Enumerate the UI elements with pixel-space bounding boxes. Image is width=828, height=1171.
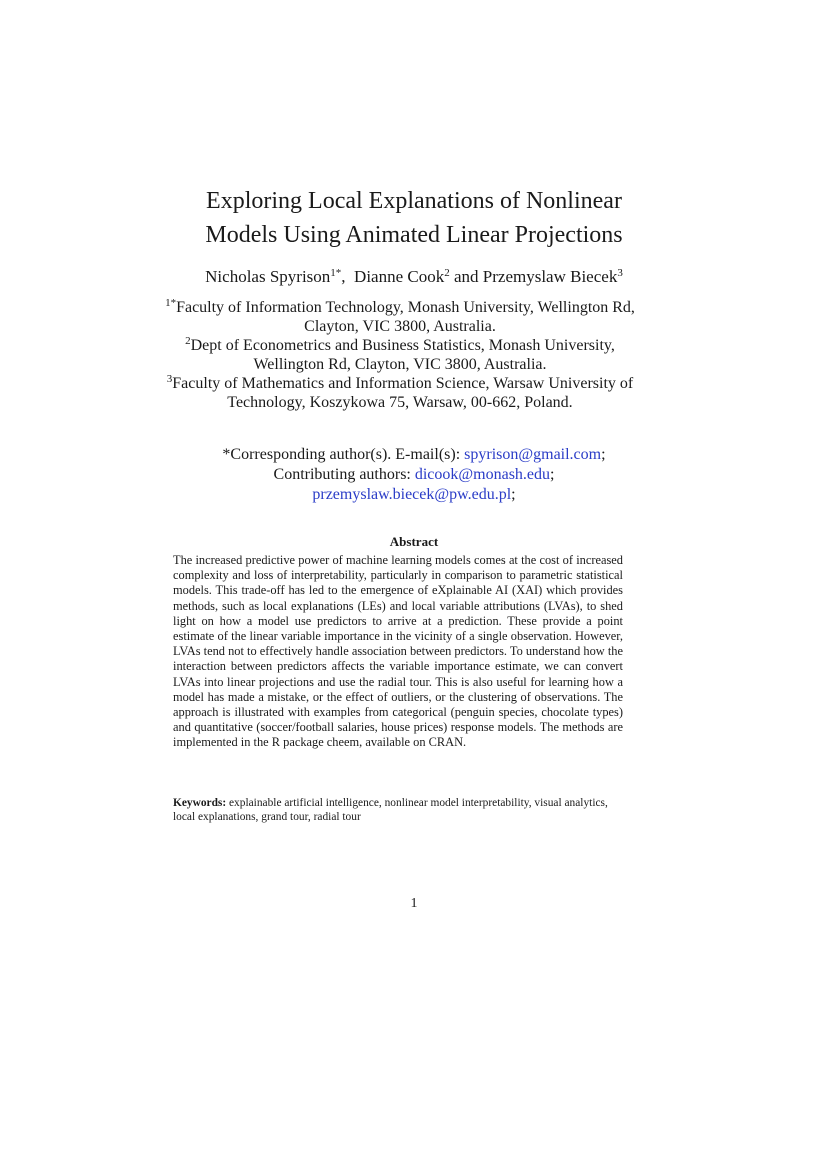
contributing-email-link-1[interactable]: dicook@monash.edu (414, 466, 551, 483)
abstract-body: The increased predictive power of machine learning models comes at the cost of increased complexity and loss of interpretability, particularly in comparison to parametric statistical models. This trade-off has led to the emergence of eXplainable AI (XAI) which provides methods, such as local explanations (LEs) and local variable attributions (LVAs), to shed light on how a model use predictors to arrive at a prediction. These provide a point estimate of the linear variable importance in the vicinity of a single observation. However, LVAs tend not to effectively handle association between predictors. To understand how the interaction between predictors affects the variable importance estimate, we can convert LVAs into linear projections and use the radial tour. This is also useful for learning how a model has made a mistake, or the effect of outliers, or the clustering of observations. The approach is illustrated with examples from categorical (penguin species, chocolate types) and quantitative (soccer/football salaries, house prices) response models. The methods are implemented in the R package cheem, available on CRAN. (173, 553, 623, 750)
author-sup-3: 3 (617, 267, 623, 279)
keywords-text: explainable artificial intelligence, nonlinear model interpretability, visual analytics, local explanations, grand tour, radial tour (173, 797, 611, 823)
author-list (0, 266, 828, 288)
author-separator-1: , (341, 267, 355, 286)
affiliation-text-1: Faculty of Information Technology, Monash University, Wellington Rd, Clayton, VIC 3800, Australia. (176, 299, 635, 335)
author-separator-2: and (449, 267, 483, 286)
abstract-heading: Abstract (389, 534, 439, 549)
contributing-line (0, 465, 828, 485)
corresponding-email-link[interactable]: spyrison@gmail.com (464, 446, 602, 463)
author-sup-2: 2 (444, 267, 450, 279)
author-name-2: Dianne Cook (354, 267, 445, 286)
affiliation-text-2: Dept of Econometrics and Business Statistics, Monash University, Wellington Rd, Clayton, VIC 3800, Australia. (190, 337, 615, 373)
author-name-3: Przemyslaw Biecek (482, 267, 618, 286)
affiliation-sup-3: 3 (166, 373, 173, 385)
affiliation-sup-1: 1* (165, 297, 177, 309)
affiliation-text-3: Faculty of Mathematics and Information Science, Warsaw University of Technology, Koszykowa 75, Warsaw, 00-662, Poland. (172, 375, 634, 411)
author-sup-1: 1* (330, 267, 342, 279)
keywords-label: Keywords: (173, 797, 227, 809)
contributing-email-link-2[interactable]: przemyslaw.biecek@pw.edu.pl (312, 486, 512, 503)
keywords-block (173, 796, 623, 824)
corresponding-separator: ; (601, 446, 606, 463)
affiliation-list (150, 298, 650, 412)
contributing-label: Contributing authors: (273, 466, 415, 483)
paper-title (0, 184, 828, 252)
affiliation-1 (150, 298, 650, 336)
affiliation-2 (150, 336, 650, 374)
contributing-separator-1: ; (550, 466, 555, 483)
correspondence-block (0, 445, 828, 505)
corresponding-label: *Corresponding author(s). E-mail(s): (222, 446, 465, 463)
contributing-separator-2: ; (511, 486, 516, 503)
corresponding-line (0, 445, 828, 465)
affiliation-3 (150, 374, 650, 412)
affiliation-sup-2: 2 (185, 335, 191, 347)
page-number: 1 (410, 896, 418, 911)
author-name-1: Nicholas Spyrison (205, 267, 331, 286)
contributing-line-2 (0, 485, 828, 505)
title-line-2: Models Using Animated Linear Projections (205, 222, 623, 248)
title-line-1: Exploring Local Explanations of Nonlinear (206, 188, 622, 214)
